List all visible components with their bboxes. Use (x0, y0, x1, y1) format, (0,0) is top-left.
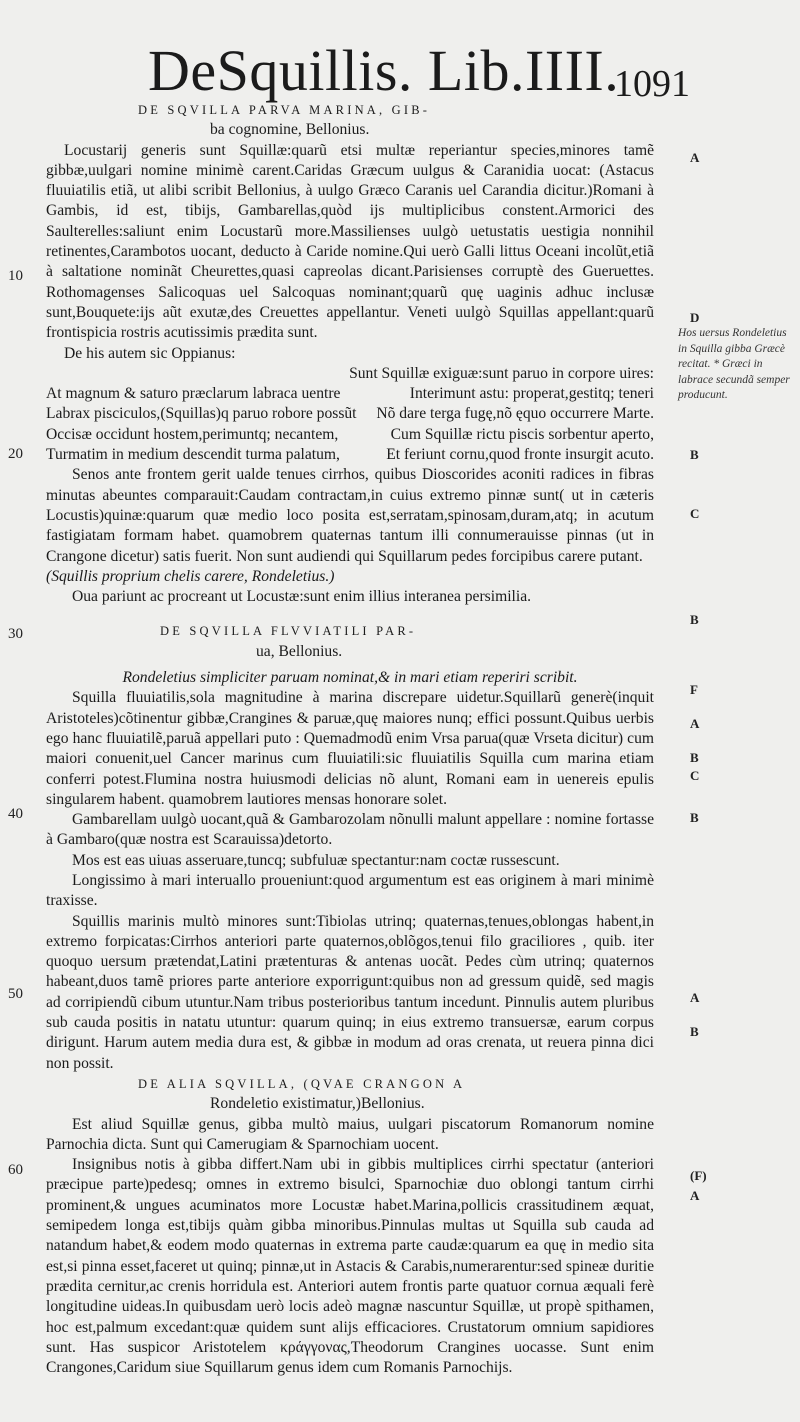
verse-line: At magnum & saturo præclarum labraca uentre Interimunt astu: properat,gestitq; teneri (46, 385, 654, 403)
paragraph: Est aliud Squillæ genus, gibba multò maius, uulgari piscatorum Romanorum nomine Parnochia dicta. Sunt qui Camerugiam & Sparnochiam uocent. (46, 1115, 654, 1153)
line-number: 10 (8, 268, 23, 284)
line-number: 50 (8, 986, 23, 1002)
verse-line: Turmatim in medium descendit turma palatum, Et feriunt cornu,quod fronte insurgit acuto. (46, 446, 654, 464)
section-letter: B (690, 447, 699, 462)
section-letter: A (690, 716, 700, 731)
section-heading-cont: ua, Bellonius. (256, 642, 343, 660)
editor-note: (Squillis proprium chelis carere, Rondeletius.) (46, 567, 335, 585)
line-number: 20 (8, 446, 23, 462)
text-body (46, 100, 654, 1378)
line-number: 30 (8, 626, 23, 642)
section-heading: DE ALIA SQVILLA, (QVAE CRANGON A (138, 1076, 466, 1091)
verse-line: Sunt Squillæ exiguæ:sunt paruo in corpore uires: (349, 364, 654, 382)
section-letter: (F) (690, 1168, 707, 1183)
verse-block (46, 364, 654, 465)
paragraph: Squillis marinis multò minores sunt:Tibiolas utrinq; quaternas,tenues,oblongas habent,in extremo forpicatas:Cirrhos anteriori parte quaternos,oblõgos,tenui filo graciliores , quib. iter quoquo uersum prætendat,Latini prætenturas & antenas uocãt. Pedes cùm utrinq; quaternos habeant,duos tamẽ priores parte anteriore exporrigunt:quibus non ad gressum quidẽ, sed magis ad corripiendũ cibum utuntur.Nam tribus posterioribus tantum incedunt. Pinnulis autem pluribus sub cauda positis in natatu utuntur: quarum quinq; in eius extremo transuersæ, earum corpus dirigunt. Harum autem media dura est, & gibbæ in modum ad oras crenata, ut reuera pinna dici non possit. (46, 912, 654, 1072)
section-letter: C (690, 506, 700, 521)
section-heading: DE SQVILLA PARVA MARINA, GIB- (138, 103, 431, 117)
paragraph: Longissimo à mari interuallo proueniunt:quod argumentum est eas originem à mari minimè traxisse. (46, 871, 654, 910)
editor-note: Rondeletius simpliciter paruam nominat,& in mari etiam reperiri scribit. (122, 669, 578, 687)
paragraph: Gambarellam uulgò uocant,quã & Gambarozolam nõnulli malunt appellare : nomine fortasse à Gambaro(quæ nostra est Scarauissa)detorto. (46, 811, 654, 849)
verse-line: Labrax pisciculos,(Squillas)q paruo robore possũt Nõ dare terga fugę,nõ ęquo occurrere Marte. (46, 405, 654, 423)
paragraph: Squilla fluuiatilis,sola magnitudine à marina discrepare uidetur.Squillarũ generè(inquit Aristoteles)cõtinentur gibbæ,Crangines & paruæ,quę maiores nunq; effici possunt.Quibus uerbis ego hanc fluuiatilẽ,paruã appellari puto : Quemadmodũ enim Vrsa parua(quæ Vrseta dicitur) cum maiori conuenit,uel Cancer marinus cum fluuiatili:sic fluuiatilis Squilla cum marina etiam conferri potest.Flumina nostra huiusmodi delicias nõ alunt, Romani eam in uenereis epulis singularem habent. quamobrem lautiores mensas honorare solet. (46, 689, 654, 808)
section-letter: B (690, 810, 699, 825)
paragraph: Locustarij generis sunt Squillæ:quarũ etsi multæ reperiantur species,minores tamẽ gibbæ,uulgari nomine minimè carent.Caridas Græcum uulgus & Caranidia uocat: (Astacus fluuiatilis etiã, ut alibi scribit Bellonius, à uulgo Græco Caranis uel Carandia dicitur.)Romani à Gambis, id est, tibijs, Gambarellas,quòd ijs multiplicibus constent.Armorici des Saulterelles:saliunt enim Locustarũ more.Massilienses uulgò uetustatis uestigia nonnihil retinentes,Carambotos uocant, deducto à Caride nomine.Qui uerò Galli littus Oceani incolũt,etiã à saltatione nominãt Cheurettes,quasi capreolas dicant.Parisienses corruptè des Gueruettes. Rothomagenses Salicoquas uel Salcoquas nominant;quarũ quę uaginis adhuc inclusæ sunt,Bouquete:ijs aũt exutæ,des Creuettes appellantur. Veneti uulgò Squillas appellant:quarũ frontispicia rostris acutissimis prædita sunt. (46, 141, 654, 342)
section-letter: D (690, 310, 700, 325)
section-letter: B (690, 750, 699, 765)
margin-note: Hos uersus Rondeletius in Squilla gibba Græcè recitat. * Græci in labrace secundã semper producunt. (678, 327, 790, 401)
spacer (46, 607, 654, 621)
section-letter: F (690, 682, 698, 697)
line-number: 40 (8, 806, 23, 822)
section-letter: B (690, 1024, 699, 1039)
paragraph: Insignibus notis à gibba differt.Nam ubi in gibbis multiplices cirrhi spectatur (anteriori præcipue parte)pedesq; omnes in extremo bisulci, Sparnochiæ duo oblongi tantum cirrhi prominent,& ungues acuminatos more Locustæ habet.Marina,pollicis crassitudinem æquat, semipedem longa est,tibijs quàm gibba minoribus.Pinnulas multas ut Squilla sub cauda ad natandum habet,& eodem modo quaternas in extrema parte caudæ:quarum ea quę in medio sita est,si pinna esset,faceret ut quinq; pinnæ,ut in Astacis & Carabis,numerarentur:sed spineæ duritie prædita cernitur,ac crenis horridula est. Anteriori autem frontis parte quatuor cornua æquali ferè longitudine uideas.In quibusdam uerò locis adeò magnæ nascuntur Squillæ, ut propè spithamen, hoc est,palmum excedant:quæ quidem sunt alijs efficaciores. Crustatorum omnium sapidiores sunt. Has suspicor Aristotelem κράγγονας,Theodorum Crangines uocasse. Sunt enim Crangones,Caridum siue Squillarum genus idem cum Romanis Parnochijs. (46, 1156, 654, 1377)
page-number: 1091 (614, 63, 690, 105)
verse-line: Occisæ occidunt hostem,perimuntq; necantem, Cum Squillæ rictu piscis sorbentur aperto, (46, 425, 654, 443)
section-letter: B (690, 612, 699, 627)
verse-intro: De his autem sic Oppianus: (64, 344, 236, 362)
section-letter: A (690, 990, 700, 1005)
paragraph: Senos ante frontem gerit ualde tenues cirrhos, quibus Dioscorides aconiti radices in fibras minutas abeuntes comparauit:Caudam contractam,in cuius extremo pinnæ sunt( ut in cæteris Locustis)quinæ:quarum quæ medio loco posita est,serratam,spinosam,duram,atq; in acutum fastigiatam formam habet. quamobrem quaternas tantum illi connumerauisse pinnas (ut in Crangone dicetur) satis fuerit. Non sunt audiendi qui Squillarum pedes forcipibus carere putant. (46, 466, 654, 565)
section-letter: C (690, 768, 700, 783)
section-heading-cont: Rondeletio existimatur,)Bellonius. (210, 1095, 425, 1113)
section-letter: A (690, 150, 700, 165)
section-letter: A (690, 1188, 700, 1203)
section-heading: DE SQVILLA FLVVIATILI PAR- (160, 624, 417, 639)
paragraph: Oua pariunt ac procreant ut Locustæ:sunt enim illius interanea persimilia. (72, 588, 532, 606)
page-title: DeSquillis. Lib.IIII. (148, 38, 620, 103)
line-number: 60 (8, 1162, 23, 1178)
paragraph: Mos est eas uiuas asseruare,tuncq; subfuluæ spectantur:nam coctæ russescunt. (72, 851, 560, 869)
section-heading-cont: ba cognomine, Bellonius. (210, 121, 370, 139)
